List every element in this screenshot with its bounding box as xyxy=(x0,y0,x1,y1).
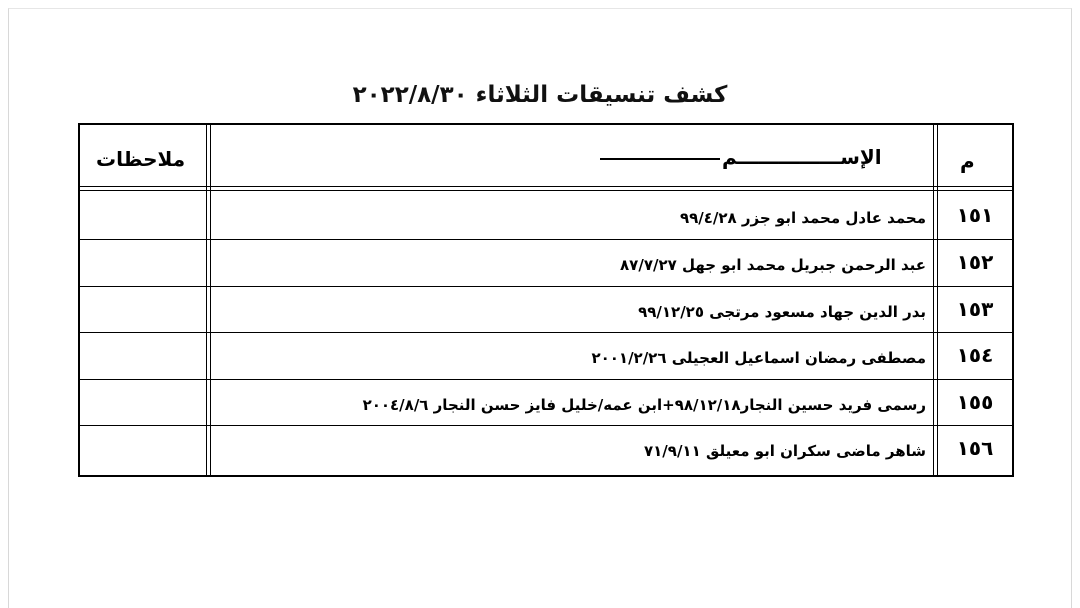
row-name: مصطفى رمضان اسماعيل العجيلى ٢٠٠١/٢/٢٦ xyxy=(591,349,926,367)
row-divider xyxy=(80,425,1012,426)
row-divider xyxy=(80,239,1012,240)
row-divider xyxy=(80,379,1012,380)
row-name: شاهر ماضى سكران ابو معيلق ٧١/٩/١١ xyxy=(644,442,926,460)
row-name: محمد عادل محمد ابو جزر ٩٩/٤/٢٨ xyxy=(679,209,926,227)
header-name-underline xyxy=(600,158,720,160)
row-number: ١٥١ xyxy=(956,203,994,227)
row-name: عبد الرحمن جبريل محمد ابو جهل ٨٧/٧/٢٧ xyxy=(620,256,926,274)
row-number: ١٥٤ xyxy=(956,343,994,367)
column-divider xyxy=(933,125,938,475)
column-divider xyxy=(206,125,211,475)
header-name-label: الإســـــــــــــــم xyxy=(722,145,882,169)
row-name: بدر الدين جهاد مسعود مرتجى ٩٩/١٢/٢٥ xyxy=(638,303,926,321)
row-number: ١٥٦ xyxy=(956,436,994,460)
document-title: كشف تنسيقات الثلاثاء ٢٠٢٢/٨/٣٠ xyxy=(352,82,728,108)
row-name: رسمى فريد حسين النجار٩٨/١٢/١٨+ابن عمه/خليل فايز حسن النجار ٢٠٠٤/٨/٦ xyxy=(362,396,926,414)
row-number: ١٥٣ xyxy=(956,297,994,321)
row-number: ١٥٢ xyxy=(956,250,994,274)
header-divider xyxy=(80,186,1012,191)
coordination-table xyxy=(78,123,1014,477)
row-divider xyxy=(80,286,1012,287)
row-divider xyxy=(80,332,1012,333)
header-notes: ملاحظات xyxy=(96,147,186,171)
header-number: م xyxy=(960,149,975,173)
header-name xyxy=(600,145,882,169)
row-number: ١٥٥ xyxy=(956,390,994,414)
